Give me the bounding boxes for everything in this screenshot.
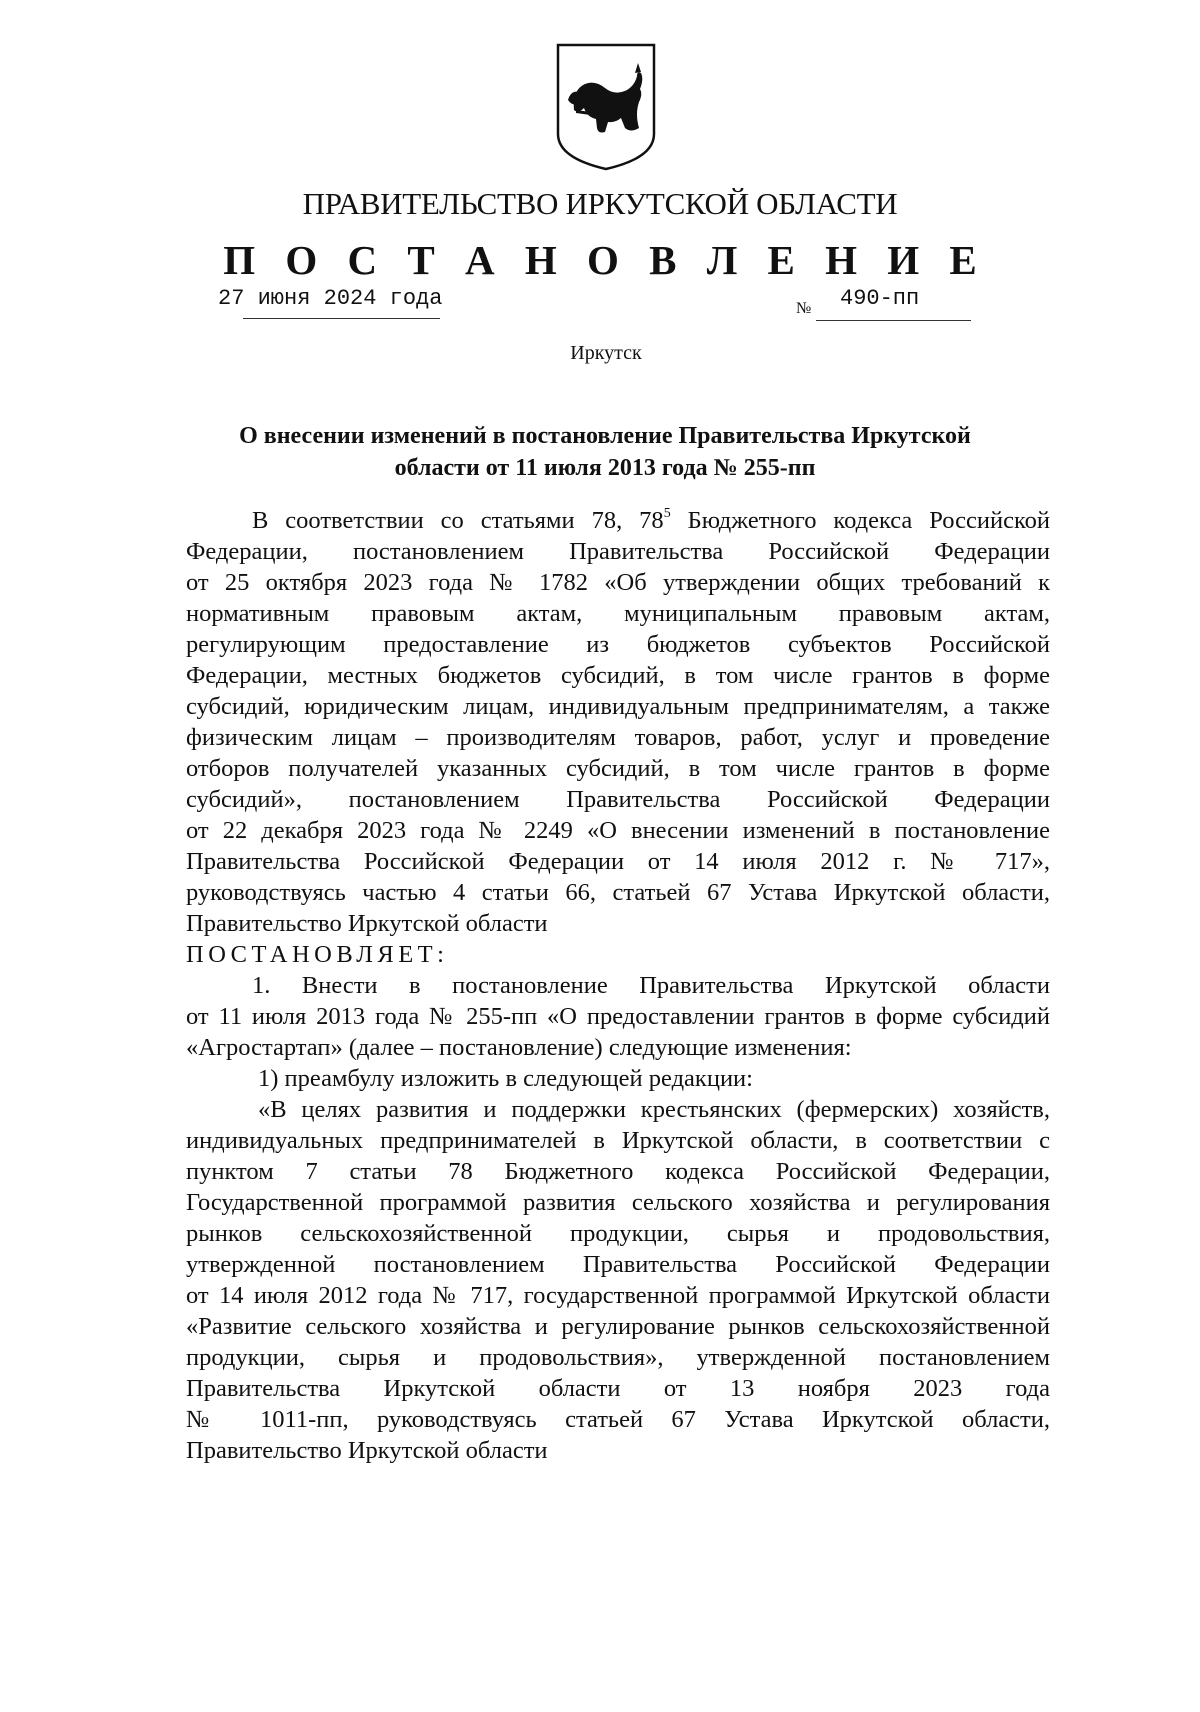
document-city: Иркутск xyxy=(570,342,642,364)
document-number: 490-пп xyxy=(840,286,920,311)
body-line-4: нормативным правовым актам, муниципальным правовым актам, xyxy=(186,600,1050,627)
body-line-30: № 1011-пп, руководствуясь статьей 67 Устава Иркутской области, xyxy=(186,1406,1050,1433)
body-line-8: физическим лицам – производителям товаров, работ, услуг и проведение xyxy=(186,724,1050,751)
title-line-1: О внесении изменений в постановление Правительства Иркутской xyxy=(239,423,971,449)
body-line-26: от 14 июля 2012 года № 717, государственной программой Иркутской области xyxy=(186,1282,1050,1309)
article-superscript: 5 xyxy=(663,506,671,521)
resolves-heading: ПОСТАНОВЛЯЕТ: xyxy=(186,941,449,968)
body-line-19: 1) преамбулу изложить в следующей редакции: xyxy=(258,1065,753,1092)
coat-of-arms-emblem xyxy=(555,42,657,172)
body-line-20: «В целях развития и поддержки крестьянских (фермерских) хозяйств, xyxy=(258,1096,1050,1123)
body-line-10: субсидий», постановлением Правительства Российской Федерации xyxy=(186,786,1050,813)
body-line-7: субсидий, юридическим лицам, индивидуальным предпринимателям, а также xyxy=(186,693,1050,720)
government-name: ПРАВИТЕЛЬСТВО ИРКУТСКОЙ ОБЛАСТИ xyxy=(302,186,898,221)
body-line-2: Федерации, постановлением Правительства Российской Федерации xyxy=(186,538,1050,565)
body-line-21: индивидуальных предпринимателей в Иркутской области, в соответствии с xyxy=(186,1127,1050,1154)
body-line-16: 1. Внести в постановление Правительства Иркутской области xyxy=(252,972,1050,999)
body-line-25: утвержденной постановлением Правительства Российской Федерации xyxy=(186,1251,1050,1278)
body-line-5: регулирующим предоставление из бюджетов субъектов Российской xyxy=(186,631,1050,658)
body-line-27: «Развитие сельского хозяйства и регулирование рынков сельскохозяйственной xyxy=(186,1313,1050,1340)
number-underline xyxy=(816,320,971,321)
body-line-13: руководствуясь частью 4 статьи 66, статьей 67 Устава Иркутской области, xyxy=(186,879,1050,906)
number-label: № xyxy=(796,300,812,317)
body-line-23: Государственной программой развития сельского хозяйства и регулирования xyxy=(186,1189,1050,1216)
document-title xyxy=(180,420,1030,484)
document-date: 27 июня 2024 года xyxy=(218,286,443,311)
body-line-3: от 25 октября 2023 года № 1782 «Об утверждении общих требований к xyxy=(186,569,1050,596)
body-line-28: продукции, сырья и продовольствия», утвержденной постановлением xyxy=(186,1344,1050,1371)
body-line-22: пунктом 7 статьи 78 Бюджетного кодекса Российской Федерации, xyxy=(186,1158,1050,1185)
body-line-1a: В соответствии со статьями 78, 78 xyxy=(252,507,664,534)
body-line-11: от 22 декабря 2023 года № 2249 «О внесении изменений в постановление xyxy=(186,817,1050,844)
body-line-1 xyxy=(186,505,1050,536)
body-line-17: от 11 июля 2013 года № 255-пп «О предоставлении грантов в форме субсидий xyxy=(186,1003,1050,1030)
body-line-12: Правительства Российской Федерации от 14 июля 2012 г. № 717», xyxy=(186,848,1050,875)
body-line-18: «Агростартап» (далее – постановление) следующие изменения: xyxy=(186,1034,852,1061)
body-line-29: Правительства Иркутской области от 13 ноября 2023 года xyxy=(186,1375,1050,1402)
document-body xyxy=(186,505,1050,1466)
body-line-6: Федерации, местных бюджетов субсидий, в том числе грантов в форме xyxy=(186,662,1050,689)
document-kind: П О С Т А Н О В Л Е Н И Е xyxy=(223,237,987,283)
body-line-14: Правительство Иркутской области xyxy=(186,910,548,937)
date-underline xyxy=(243,318,440,319)
body-line-9: отборов получателей указанных субсидий, в том числе грантов в форме xyxy=(186,755,1050,782)
body-line-24: рынков сельскохозяйственной продукции, сырья и продовольствия, xyxy=(186,1220,1050,1247)
body-line-1b: Бюджетного кодекса Российской xyxy=(670,507,1050,534)
title-line-2: области от 11 июля 2013 года № 255-пп xyxy=(394,455,816,481)
body-line-31: Правительство Иркутской области xyxy=(186,1437,548,1464)
